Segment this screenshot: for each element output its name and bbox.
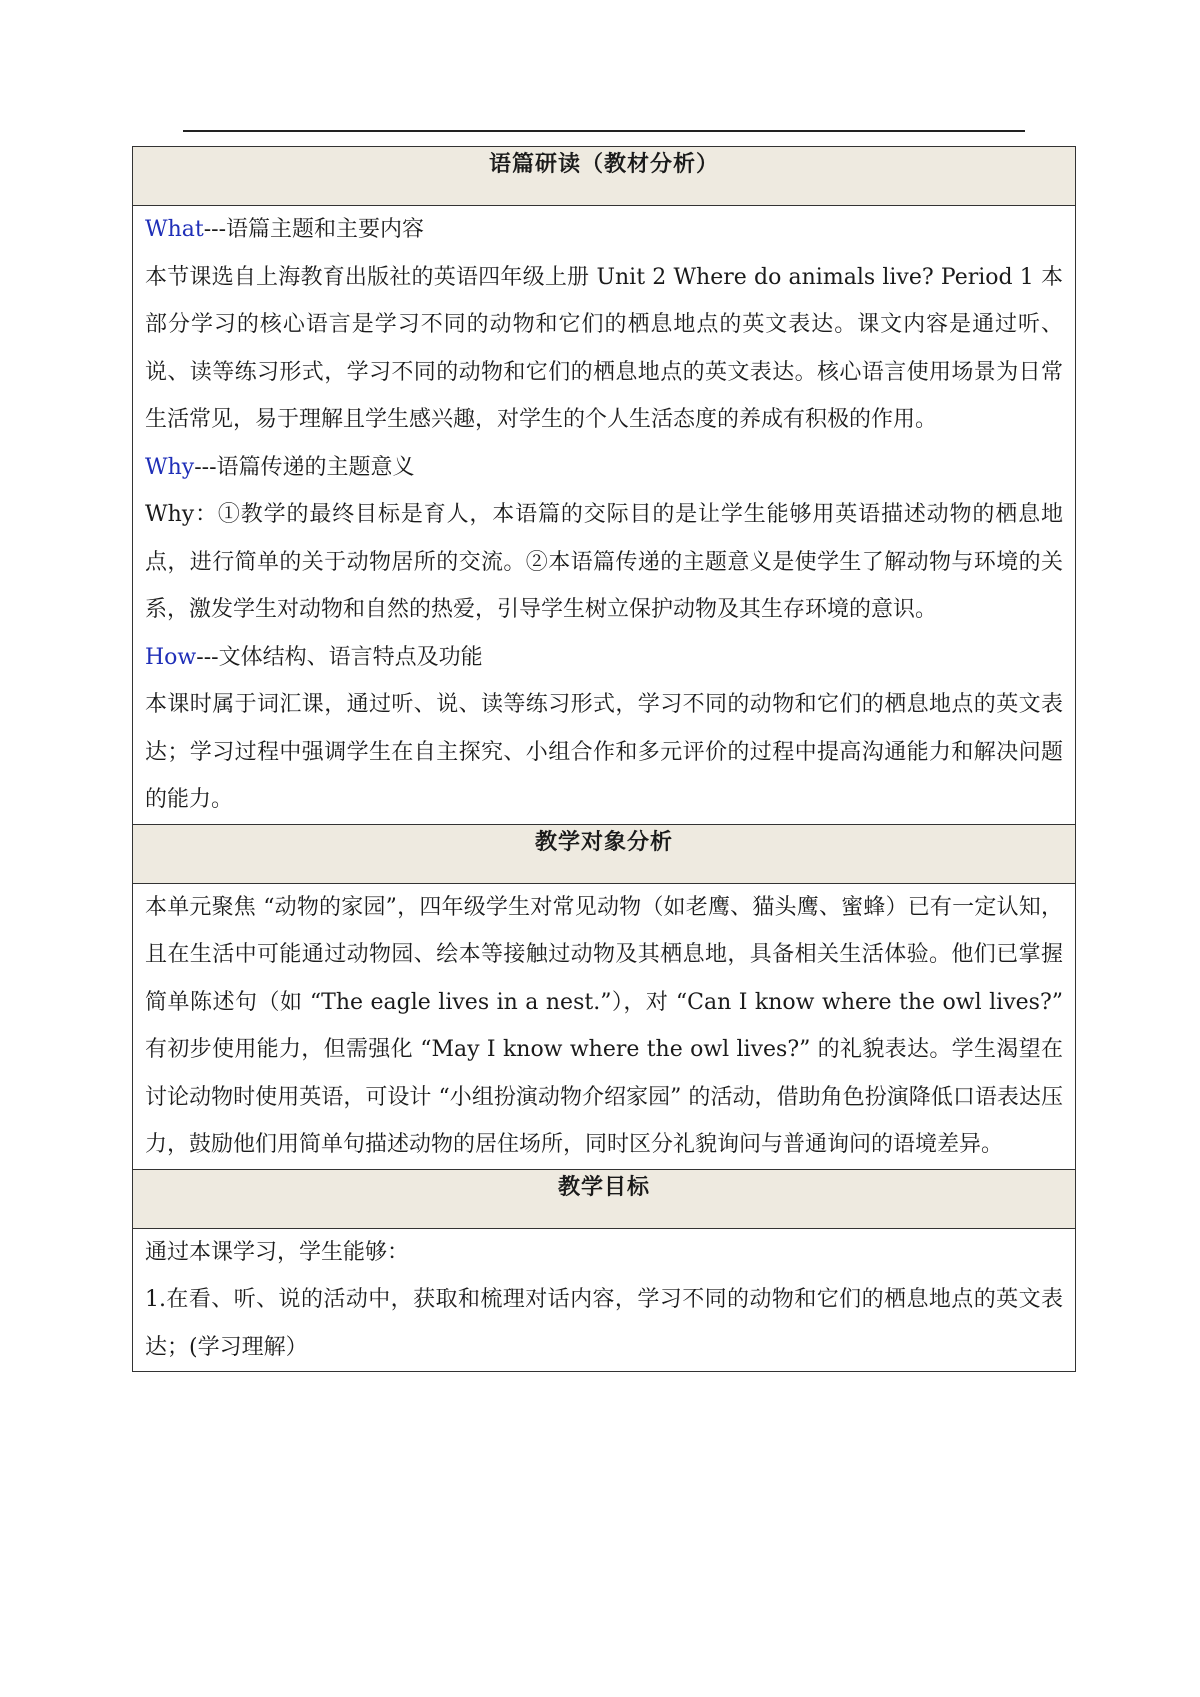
what-heading-text: ---语篇主题和主要内容 — [203, 217, 425, 242]
why-body: Why：①教学的最终目标是育人，本语篇的交际目的是让学生能够用英语描述动物的栖息地点，进行简单的关于动物居所的交流。②本语篇传递的主题意义是使学生了解动物与环境的关系，激发学生对动物和自然的热爱，引导学生树立保护动物及其生存环境的意识。 — [145, 502, 1063, 622]
top-rule — [183, 130, 1025, 132]
section-header-row — [133, 147, 1076, 206]
objective-item-1: 1.在看、听、说的活动中，获取和梳理对话内容，学习不同的动物和它们的栖息地点的英文表达；(学习理解） — [145, 1287, 1063, 1360]
section-title-objectives: 教学目标 — [133, 1169, 1076, 1228]
text-analysis-body — [133, 206, 1076, 825]
how-heading-text: ---文体结构、语言特点及功能 — [196, 644, 483, 670]
section-header-row — [133, 1169, 1076, 1228]
section-body-row — [133, 1228, 1076, 1372]
how-heading — [145, 634, 1063, 682]
objectives-body — [133, 1228, 1076, 1372]
what-body: 本节课选自上海教育出版社的英语四年级上册 Unit 2 Where do animals live? Period 1 本部分学习的核心语言是学习不同的动物和它们的栖息地点的英文表达。课文内容是通过听、说、读等练习形式，学习不同的动物和它们的栖息地点的英文表达。核心语言使用场景为日常生活常见，易于理解且学生感兴趣，对学生的个人生活态度的养成有积极的作用。 — [145, 264, 1063, 432]
learner-analysis-body — [133, 883, 1076, 1169]
what-label: What — [145, 217, 204, 242]
section-body-row — [133, 206, 1076, 825]
why-heading-text: ---语篇传递的主题意义 — [194, 454, 415, 480]
section-title-learner-analysis: 教学对象分析 — [133, 824, 1076, 883]
lesson-plan-table — [132, 146, 1076, 1372]
section-header-row — [133, 824, 1076, 883]
why-heading — [145, 444, 1063, 492]
learner-analysis-text: 本单元聚焦 “动物的家园”，四年级学生对常见动物（如老鹰、猫头鹰、蜜蜂）已有一定认知，且在生活中可能通过动物园、绘本等接触过动物及其栖息地，具备相关生活体验。他们已掌握简单陈述句（如 “The eagle lives in a nest.”），对 “Can I know where the owl lives?” 有初步使用能力，但需强化 “May I know where the owl lives?” 的礼貌表达。学生渴望在讨论动物时使用英语，可设计 “小组扮演动物介绍家园” 的活动，借助角色扮演降低口语表达压力，鼓励他们用简单句描述动物的居住场所，同时区分礼貌询问与普通询问的语境差异。 — [145, 894, 1063, 1157]
objectives-intro: 通过本课学习，学生能够： — [145, 1239, 410, 1265]
what-heading — [145, 206, 1063, 254]
section-body-row — [133, 883, 1076, 1169]
why-label: Why — [145, 454, 195, 480]
section-title-text-analysis: 语篇研读（教材分析） — [133, 147, 1076, 206]
how-label: How — [145, 644, 197, 670]
how-body: 本课时属于词汇课，通过听、说、读等练习形式，学习不同的动物和它们的栖息地点的英文表达；学习过程中强调学生在自主探究、小组合作和多元评价的过程中提高沟通能力和解决问题的能力。 — [145, 692, 1063, 812]
